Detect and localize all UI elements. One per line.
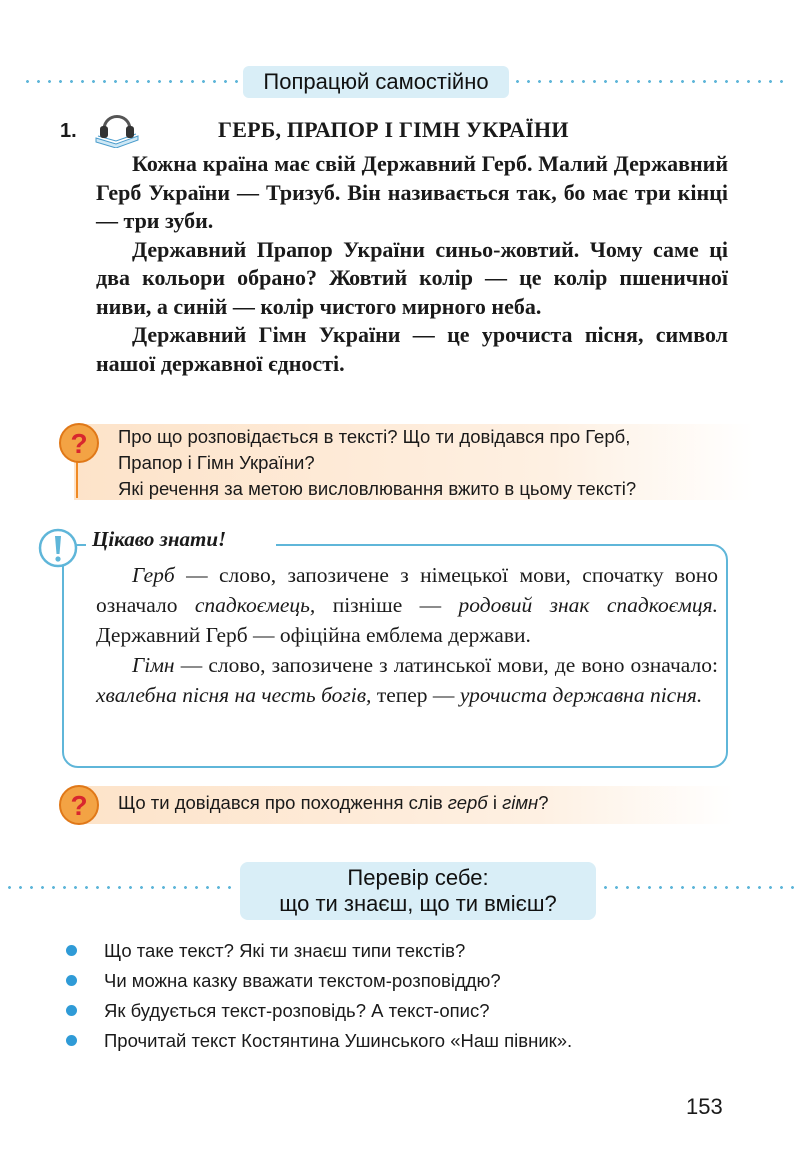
question-part: і — [487, 792, 503, 813]
fact-italic: хвалебна пісня на честь богів, — [96, 683, 372, 707]
section-header: Попрацюй самостійно — [243, 66, 509, 98]
bullet-icon — [66, 1005, 77, 1016]
reading-paragraph: Державний Гімн України — це урочиста пісня, символ нашої державної єдності. — [96, 322, 728, 376]
questions-text — [118, 424, 748, 502]
check-header-line: Перевір себе: — [347, 865, 489, 890]
question-italic: гімн — [502, 792, 539, 813]
svg-text:?: ? — [70, 790, 88, 821]
reading-text — [96, 150, 728, 378]
list-item-text: Прочитай текст Костянтина Ушинського «Наш півник». — [104, 1030, 573, 1051]
term-hymn: Гімн — [132, 653, 175, 677]
bullet-icon — [66, 975, 77, 986]
question-line: Прапор і Гімн України? — [118, 452, 315, 473]
fact-text-part: тепер — — [371, 683, 460, 707]
check-dots-left — [4, 886, 236, 889]
term-herb: Герб — [132, 563, 175, 587]
bullet-icon — [66, 945, 77, 956]
page-number: 153 — [686, 1094, 723, 1119]
header-dots-right — [512, 80, 784, 83]
header-dots-left — [22, 80, 240, 83]
list-item-text: Що таке текст? Які ти знаєш типи текстів? — [104, 940, 466, 961]
fact-italic: родовий знак спадкоємця. — [458, 593, 718, 617]
fact-text-part: Державний Герб — офіційна емблема держави. — [96, 623, 531, 647]
headphones-book-icon[interactable] — [92, 104, 142, 148]
text-title: ГЕРБ, ПРАПОР І ГІМН УКРАЇНИ — [218, 117, 569, 142]
list-item — [66, 936, 746, 966]
list-item-text: Як будується текст-розповідь? А текст-опис? — [104, 1000, 490, 1021]
fact-paragraph-herb — [96, 560, 718, 650]
fact-paragraph-hymn — [96, 650, 718, 710]
check-yourself-header — [240, 862, 596, 920]
question-line: Які речення за метою висловлювання вжито в цьому тексті? — [118, 478, 637, 499]
fact-text-part: пізніше — — [315, 593, 459, 617]
exclamation-icon — [38, 526, 78, 572]
fact-title: Цікаво знати! — [92, 527, 227, 551]
task-number: 1. — [60, 120, 77, 142]
fact-italic: урочиста державна пісня. — [459, 683, 703, 707]
reading-paragraph: Державний Прапор України синьо-жовтий. Чому саме ці два кольори обрано? Жовтий колір — це колір пшеничної ниви, а синій — колір чистого мирного неба. — [96, 236, 728, 319]
bullet-icon — [66, 1035, 77, 1046]
list-item — [66, 1026, 746, 1056]
fact-text-part: — слово, запозичене з німецької мови, спочатку воно означало — [96, 563, 718, 617]
fact-italic: спадкоємець, — [194, 593, 316, 617]
reading-paragraph: Кожна країна має свій Державний Герб. Малий Державний Герб України — Тризуб. Він називається так, бо має три кінці — три зуби. — [96, 151, 728, 233]
check-list — [66, 936, 746, 1056]
question-mark-icon — [58, 784, 100, 826]
list-item-text: Чи можна казку вважати текстом-розповіддю? — [104, 970, 501, 991]
list-item — [66, 966, 746, 996]
question-italic: герб — [447, 792, 488, 813]
question-mark-icon — [58, 422, 100, 464]
list-item — [66, 996, 746, 1026]
question-part: ? — [538, 792, 549, 813]
question-part: Що ти довідався про походження слів — [118, 792, 448, 813]
question-line: Про що розповідається в тексті? Що ти довідався про Герб, — [118, 426, 631, 447]
svg-text:?: ? — [70, 428, 88, 459]
questions-text — [118, 790, 728, 816]
check-header-line: що ти знаєш, що ти вмієш? — [279, 891, 557, 916]
fact-text-part: — слово, запозичене з латинської мови, де воно означало: — [174, 653, 718, 677]
check-dots-right — [600, 886, 796, 889]
fact-text — [96, 560, 718, 710]
